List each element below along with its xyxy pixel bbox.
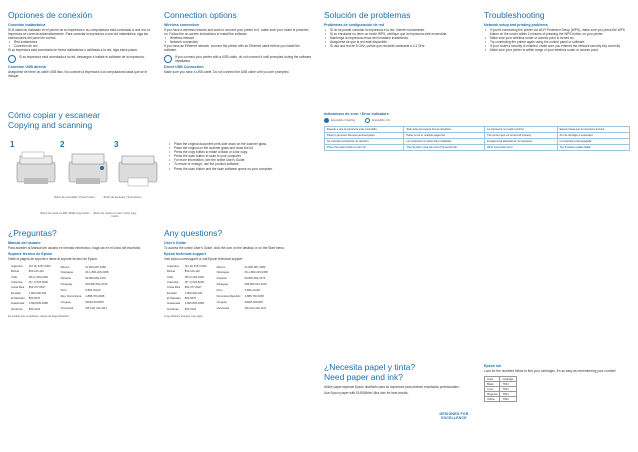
connection-es-p1: Si el cartucho instalado en el puerto de su impresora o su computadora está conectado a una red, la impresora se conecta automáticamente. Para conectar la impresora a una red inalámbrica, siga las instrucciones del panel de control. <box>8 28 150 41</box>
label-bw-copy-button: Botón de copiar en B/N / B&W copy button <box>40 212 90 215</box>
phone-number: 800-0122 <box>28 307 41 311</box>
phone-row <box>60 289 110 293</box>
connection-es-note <box>8 55 156 63</box>
copy-scan-section <box>8 110 313 133</box>
phones-en-right <box>214 263 271 313</box>
legend-on: Encendido / On <box>372 118 391 122</box>
ink-cartridge: T664 <box>500 382 516 387</box>
ink-color: Black <box>485 382 500 387</box>
phone-number: (58 212) 240-1111 <box>85 307 107 311</box>
phone-number: 009-800-521-0019 <box>85 283 108 287</box>
error-cell: Se necesita reemplazar un cartucho. <box>325 139 404 145</box>
phone-number: (54 11) 5167-0300 <box>28 265 51 269</box>
phone-country: Paraguay <box>60 283 73 287</box>
phone-number: (56 2) 484-3400 <box>28 275 48 279</box>
questions-en-p1: To access the online User's Guide, click the icon on the desktop or on the Start menu. <box>164 246 285 250</box>
phone-row <box>216 265 269 269</box>
copy-bullet-2: • Press the copy button to make a black or color copy. <box>168 150 313 154</box>
ink-cartridge: T664 <box>500 387 516 392</box>
ink-row <box>485 397 517 402</box>
phone-row <box>166 297 208 300</box>
phone-row <box>10 270 52 273</box>
phone-number: 00-800-052-1376 <box>244 277 266 281</box>
phone-row <box>60 271 110 275</box>
connection-en-p2: If you have an Ethernet network, connect the printer with an Ethernet cable before you install the software. <box>164 44 300 53</box>
questions-es-p1: Para acceder al Manual del usuario en formato electrónico, haga clic en el icono del escritorio. <box>8 246 142 250</box>
solution-es-title: Solución de problemas <box>324 10 411 20</box>
phone-number: 800-0122 <box>184 307 197 311</box>
troubleshooting-bullet-3: • If your router's security is enabled, make sure you entered the network security key correctly. <box>484 44 632 48</box>
connection-en-section <box>164 10 312 74</box>
questions-es-sub1: Manual del usuario <box>8 241 41 245</box>
on-light-icon <box>365 118 370 123</box>
error-cell: The ink pad is near the end of its service life. <box>404 145 485 151</box>
connection-es-item-1: • Conexión de red <box>8 44 156 48</box>
connection-es-title: Opciones de conexión <box>8 10 93 20</box>
phone-row <box>166 302 208 305</box>
phone-number: 0-800-10126 <box>244 289 260 293</box>
phone-row <box>10 276 52 279</box>
phone-country: Peru <box>216 289 223 293</box>
error-row <box>325 145 630 151</box>
printer-illustration-2 <box>66 150 110 190</box>
error-table <box>324 126 630 151</box>
connection-en-note <box>164 55 312 63</box>
phone-number: 00-800-052-1376 <box>85 277 106 281</box>
phone-row <box>60 301 110 305</box>
error-cell: Espere hasta que la impresora termine. <box>557 127 629 133</box>
phone-row <box>60 277 110 281</box>
ink-es-p1: Utilice papel especial Epson diseñado para su impresora para obtener resultados profesionales. <box>324 385 460 389</box>
phone-country: Rep. Dominicana <box>60 295 82 299</box>
troubleshooting-bullet-1: • Make sure your wireless router or access point is turned on. <box>484 36 632 40</box>
error-cell: El papel está atascado en la impresora. <box>485 139 558 145</box>
phone-number: 800-377-6627 <box>28 286 46 290</box>
phone-country: Perú <box>60 289 67 293</box>
phone-number: 01-800-087-1080 <box>85 265 106 269</box>
copy-bullet-3: • Press the scan button to scan to your computer. <box>168 154 313 158</box>
phone-number: 1-800-000-044 <box>184 291 203 295</box>
phone-row <box>216 277 269 281</box>
error-cell: Esperar a que la impresora esté encendida. <box>325 127 404 133</box>
error-cell: The printer was not turned off properly. <box>485 133 558 139</box>
error-cell: Wi-Fi connection error. <box>485 145 558 151</box>
phone-country: El Salvador <box>167 296 181 300</box>
phone-country: Honduras <box>167 307 179 311</box>
phone-country: México <box>60 265 70 269</box>
copy-bullet-1: • Place the original on the scanner glass and close the lid. <box>168 146 313 150</box>
info-icon <box>164 55 172 63</box>
solution-es-bullet-3: • Asegúrese de que la red esté disponible. <box>324 40 474 44</box>
questions-en-section <box>164 228 312 318</box>
error-cell: Todo está a la espera de los cartuchos. <box>404 127 485 133</box>
phone-country: Uruguay <box>216 301 227 305</box>
phone-row <box>216 271 269 275</box>
phone-number: 00040-5210067 <box>244 301 264 305</box>
phone-country: Dominican Republic <box>216 295 241 299</box>
phones-es-left <box>8 263 54 313</box>
questions-es-section <box>8 228 156 318</box>
label-scan-button: Botón de escanear / Scan button <box>103 196 142 199</box>
phone-country: Costa Rica <box>167 286 181 290</box>
connection-es-section <box>8 10 156 78</box>
error-cell: An ink cartridge is expended. <box>557 133 629 139</box>
phone-number: 01-800-087-1080 <box>244 265 266 269</box>
ink-es-p2: Use Epson paper with DURABrite Ultra inks for best results. <box>324 391 409 396</box>
phone-country: Costa Rica <box>11 286 25 290</box>
connection-en-p1: If you have a wireless network and want to connect your printer to it, make sure your router is powered on. Follow the on-screen instructions to install the software. <box>164 28 309 37</box>
connection-es-sub1: Conexión inalámbrica <box>8 23 46 27</box>
phone-country: Colombia <box>11 281 23 285</box>
flashing-light-icon <box>324 118 329 123</box>
connection-en-p3: Make sure you have a USB cable. Do not connect the USB cable until you are prompted. <box>164 69 290 74</box>
copy-bullet-0: • Place the original document print-side down on the scanner glass. <box>168 142 313 146</box>
phone-country: Mexico <box>216 265 226 269</box>
label-power-button: Botón de encendido / Power button <box>54 196 95 199</box>
connection-es-sub2: Conexión USB directa <box>8 64 46 69</box>
ink-color: Magenta <box>485 392 500 397</box>
phone-number: 009-800-521-0019 <box>244 283 267 287</box>
copy-instructions <box>168 142 313 171</box>
label-color-copy-button: Botón de copiar en color / Color copy button <box>93 212 137 219</box>
phone-number: (54 11) 5167-0300 <box>184 265 207 269</box>
phone-country: Panamá <box>60 277 71 281</box>
phone-row <box>166 270 208 273</box>
printer-illustration-3 <box>116 150 160 190</box>
phone-number: (58 212) 240-1111 <box>244 307 267 311</box>
connection-en-item-1: • Network connection <box>164 40 312 44</box>
ink-color: Cyan <box>485 387 500 392</box>
phone-number: (56 2) 484-3400 <box>184 275 204 279</box>
questions-en-footnote: Long distance charges may apply. <box>164 314 204 318</box>
ink-head-cartridge: Cartridge <box>500 377 516 382</box>
phone-row <box>216 289 269 293</box>
phone-country: Panama <box>216 277 227 281</box>
error-cell: Paper is out or multiple pages fed. <box>404 133 485 139</box>
phone-row <box>216 283 269 287</box>
connection-en-sub2: Direct USB Connection <box>164 64 204 69</box>
phone-number: 800-100-116 <box>184 270 200 274</box>
troubleshooting-section <box>484 10 632 53</box>
phone-number: 1-888-760-0068 <box>244 295 264 299</box>
phone-row <box>10 297 52 300</box>
phone-number: 800-100-116 <box>28 270 44 274</box>
phone-country: Ecuador <box>11 291 22 295</box>
phone-row <box>10 302 52 305</box>
phone-number: 1-800-000-044 <box>28 291 47 295</box>
phone-row <box>166 276 208 279</box>
phone-country: El Salvador <box>11 296 25 300</box>
solution-es-section <box>324 10 474 48</box>
error-indicators-section <box>324 110 630 151</box>
questions-es-title: ¿Preguntas? <box>8 228 57 238</box>
copy-bullet-4: • For more information, see the online User's Guide. <box>168 158 313 162</box>
troubleshooting-title: Troubleshooting <box>484 10 545 20</box>
troubleshooting-bullet-2: • Try connecting the printer again using the control panel or software. <box>484 40 632 44</box>
ink-en-p1: Look for the numbers below to find your cartridges. It's as easy as remembering your number! <box>484 369 617 373</box>
designed-for-excellence-logo <box>432 412 476 420</box>
phone-row <box>166 265 208 268</box>
step-3-number: 3 <box>114 140 119 149</box>
copy-title-en: Copying and scanning <box>8 120 93 130</box>
phone-row <box>10 265 52 268</box>
phone-country: Argentina <box>11 265 23 269</box>
phone-row <box>60 283 110 287</box>
ink-es-section <box>324 362 474 395</box>
connection-es-p3: Asegúrese de tener un cable USB listo. No conecte la impresora a la computadora hasta que se le indique. <box>8 69 148 78</box>
phone-number: (57 1) 523-5000 <box>184 281 204 285</box>
phone-country: Ecuador <box>167 291 178 295</box>
connection-en-title: Connection options <box>164 10 237 20</box>
printer-illustration-1 <box>14 150 58 190</box>
error-cell: Press the power button to turn off. <box>325 145 404 151</box>
phone-country: Guatemala <box>167 302 181 306</box>
connection-en-note-text: If you connect your printer with a USB cable, do not connect it until prompted during the software installation. <box>175 54 312 63</box>
connection-es-item-0: • Red inalámbrica <box>8 40 156 44</box>
phone-number: 0-800-10126 <box>85 289 101 293</box>
phones-es-right <box>58 263 112 313</box>
questions-en-p2: Visit epson.com/support or call Epson technical support. <box>164 257 244 262</box>
ink-cartridge: T664 <box>500 397 516 402</box>
error-indicators-title: Indicadores de error / Error indicators <box>324 112 389 116</box>
phone-country: Venezuela <box>60 307 74 311</box>
ink-es-title-en: Need paper and ink? <box>324 372 403 382</box>
error-cell: Paper is jammed. Remove jammed paper. <box>325 133 404 139</box>
solution-es-sub1: Problemas de configuración de red <box>324 23 385 27</box>
ink-head-color: Color <box>485 377 500 382</box>
phone-row <box>60 295 110 299</box>
questions-es-footnote: Es posible que se apliquen cargos de larga distancia. <box>8 314 70 318</box>
phone-row <box>10 308 52 311</box>
copy-bullet-6: • Press the scan button and the scan software opens on your computer. <box>168 167 313 171</box>
phone-row <box>216 295 269 299</box>
phone-number: 00-1-800-226-0368 <box>85 271 109 275</box>
phone-number: (57 1) 523-5000 <box>28 281 48 285</box>
error-legend <box>324 118 630 123</box>
error-cell: La impresora no puede imprimir. <box>485 127 558 133</box>
phone-row <box>60 265 110 269</box>
phone-country: Venezuela <box>216 307 230 311</box>
error-cell: La impresora está apagada. <box>557 139 629 145</box>
solution-es-bullet-1: • Si su enrutador no tiene un botón WPS, verifique que la impresora esté encendida. <box>324 32 474 36</box>
phone-row <box>216 307 269 311</box>
troubleshooting-bullet-0: • If you're connecting the printer via Wi-Fi Protected Setup (WPS), make sure you press the WPS button on the router within 2 minutes of pressing the WPS button on your printer. <box>484 28 632 36</box>
ink-color: Yellow <box>485 397 500 402</box>
phone-number: 1-888-760-0068 <box>85 295 105 299</box>
phone-country: Bolivia <box>11 270 19 274</box>
phone-row <box>60 307 110 311</box>
questions-es-p2: Visite la página de soporte o llame al soporte técnico de Epson. <box>8 257 98 262</box>
step-1-number: 1 <box>10 140 15 149</box>
phone-country: Colombia <box>167 281 179 285</box>
info-icon <box>8 55 16 63</box>
phone-row <box>10 292 52 295</box>
troubleshooting-bullet-4: • Make sure your printer is within range of your wireless router or access point. <box>484 48 632 52</box>
phone-number: 800-6570 <box>28 296 41 300</box>
phone-country: Bolivia <box>167 270 175 274</box>
phone-number: 00-1-800-226-0368 <box>244 271 268 275</box>
questions-en-sub1: User's Guide <box>164 241 187 245</box>
step-2-number: 2 <box>60 140 65 149</box>
solution-es-bullet-4: • Si usa una red de 5 GHz, puede que necesite cambiarla a 2,4 GHz. <box>324 44 474 48</box>
ink-cartridge-table <box>484 376 517 402</box>
phones-en-left <box>164 263 210 313</box>
phone-number: 1-800-835-0358 <box>28 302 48 306</box>
ink-es-title: ¿Necesita papel y tinta? <box>324 362 416 372</box>
phone-country: Honduras <box>11 307 23 311</box>
connection-es-p2: Si su impresora está conectada de forma inalámbrica o cableada a la red, siga estos pasos. <box>8 48 138 53</box>
phone-row <box>166 286 208 289</box>
ink-en-title: Epson ink <box>484 364 502 368</box>
questions-en-title: Any questions? <box>164 228 223 238</box>
copy-title-es: Cómo copiar y escanear <box>8 110 101 120</box>
phone-row <box>166 281 208 284</box>
troubleshooting-sub1: Network setup and printing problems <box>484 23 548 27</box>
ink-en-section <box>484 362 632 402</box>
phone-country: Chile <box>167 275 174 279</box>
copy-bullet-5: • To resize or enlarge, use the product software. <box>168 162 313 166</box>
phone-country: Argentina <box>167 265 179 269</box>
questions-es-sub2: Soporte técnico de Epson <box>8 252 53 257</box>
phone-country: Nicaragua <box>216 271 229 275</box>
phone-number: 00040-5210067 <box>85 301 105 305</box>
ink-cartridge: T664 <box>500 392 516 397</box>
error-cell: Los cartuchos no están bien instalados. <box>404 139 485 145</box>
solution-es-bullet-0: • Si no se puede conectar la impresora a la red, intente nuevamente. <box>324 28 474 32</box>
phone-country: Chile <box>11 275 18 279</box>
phone-row <box>166 292 208 295</box>
connection-en-item-0: • Wireless network <box>164 36 312 40</box>
legend-flashing: Encendido / Flashing <box>331 118 356 122</box>
phone-row <box>10 281 52 284</box>
phone-country: Guatemala <box>11 302 25 306</box>
phone-number: 1-800-835-0358 <box>184 302 204 306</box>
phone-row <box>216 301 269 305</box>
connection-en-sub1: Wireless connection <box>164 23 199 27</box>
phone-country: Uruguay <box>60 301 71 305</box>
phone-country: Nicaragua <box>60 271 73 275</box>
solution-es-bullet-2: • Mantenga la impresora cerca del enrutador inalámbrico. <box>324 36 474 40</box>
phone-country: Paraguay <box>216 283 229 287</box>
logo-text: DESIGNED FOR EXCELLENCE <box>439 412 469 420</box>
phone-row <box>10 286 52 289</box>
phone-number: 800-6570 <box>184 296 197 300</box>
error-cell: The firmware update failed. <box>557 145 629 151</box>
phone-row <box>166 308 208 311</box>
connection-es-note-text: Si su impresora está conectada a la red, descargue e instale el software de la impresora. <box>19 54 145 59</box>
questions-en-sub2: Epson technical support <box>164 252 206 257</box>
phone-number: 800-377-6627 <box>184 286 202 290</box>
